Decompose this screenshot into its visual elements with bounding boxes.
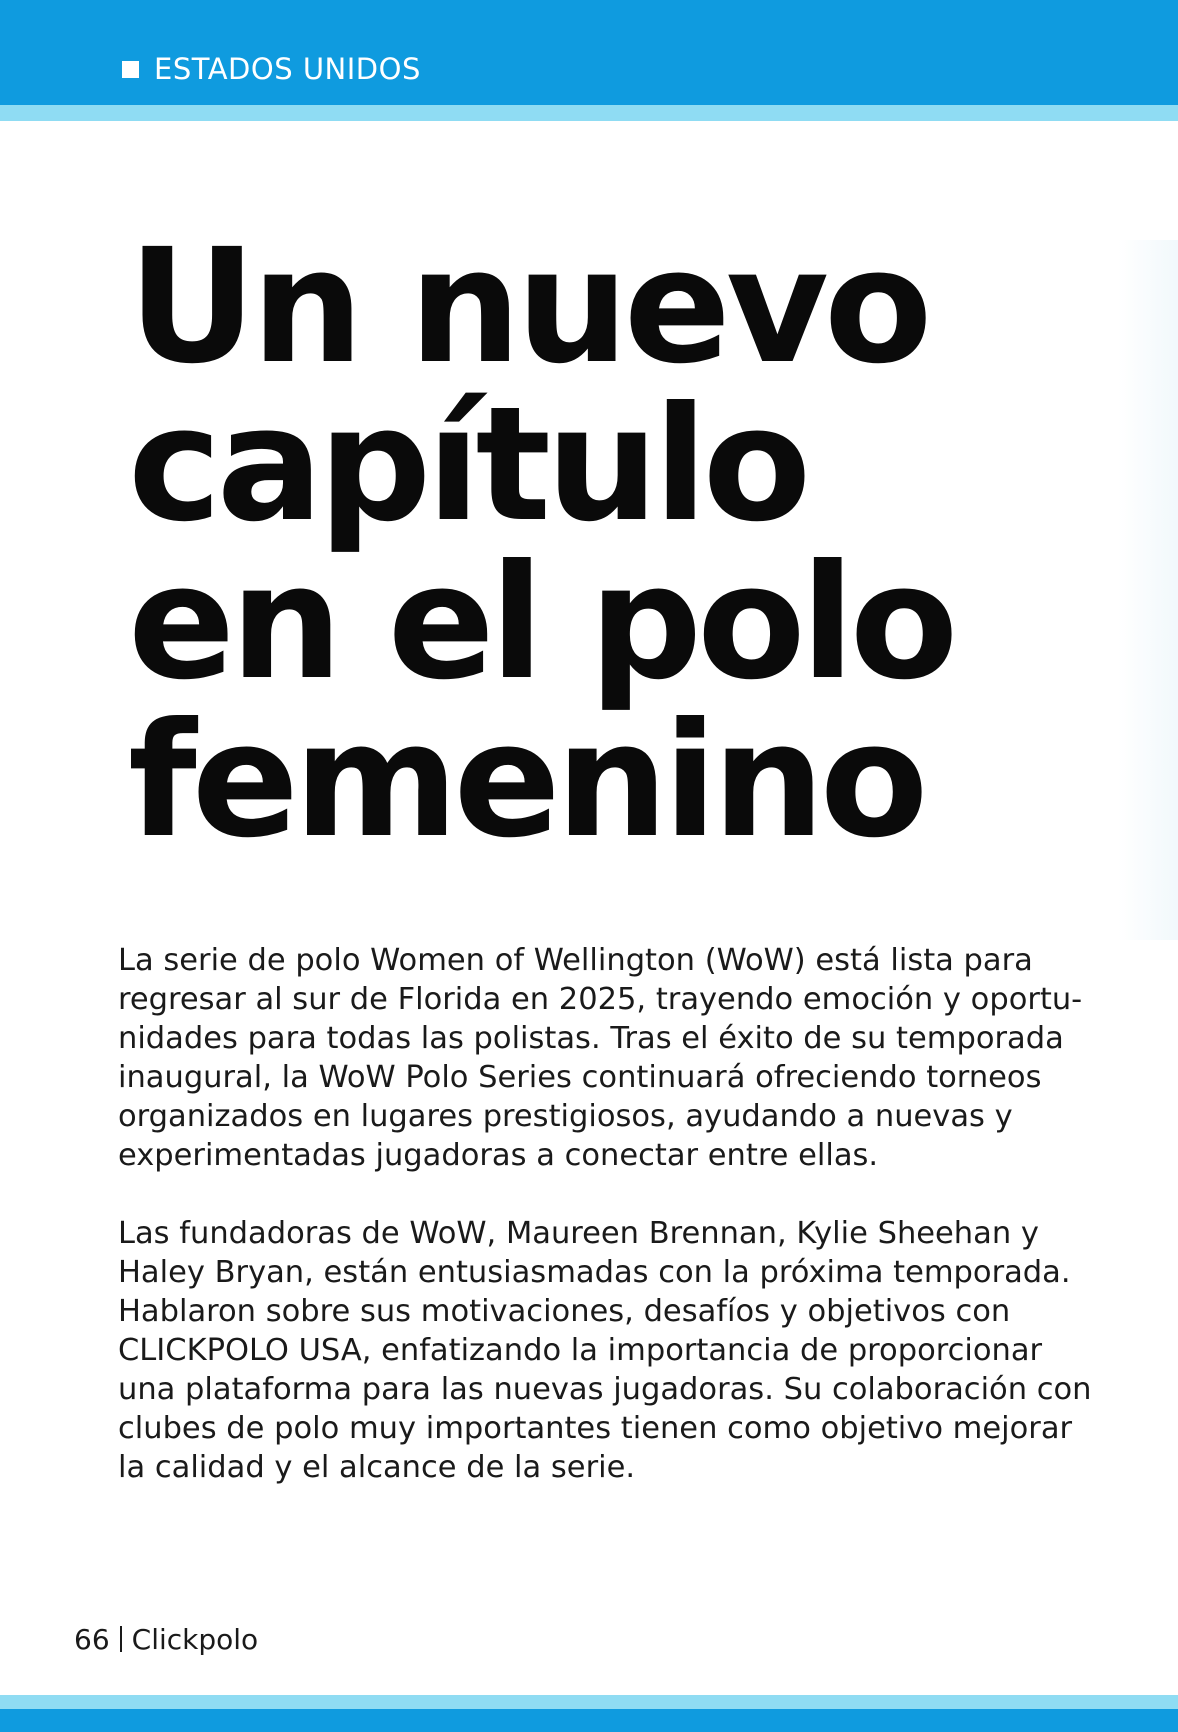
paragraph-line: organizados en lugares prestigiosos, ayudando a nuevas y — [118, 1099, 1013, 1134]
square-bullet-icon — [122, 61, 139, 78]
section-label — [122, 48, 421, 90]
paragraph-line: inaugural, la WoW Polo Series continuará ofreciendo torneos — [118, 1060, 1042, 1095]
article-paragraph — [118, 1214, 1092, 1487]
paragraph-line: una plataforma para las nuevas jugadoras. Su colaboración con — [118, 1372, 1092, 1407]
footer-stripe — [0, 1695, 1178, 1709]
paragraph-line: La serie de polo Women of Wellington (WoW) está lista para — [118, 943, 1033, 978]
paragraph-line: Haley Bryan, están entusiasmadas con la próxima temporada. — [118, 1255, 1071, 1290]
title-line: femenino — [128, 689, 924, 873]
paragraph-line: regresar al sur de Florida en 2025, trayendo emoción y oportu- — [118, 982, 1083, 1017]
paragraph-line: Hablaron sobre sus motivaciones, desafíos y objetivos con — [118, 1294, 1011, 1329]
footer-divider — [120, 1626, 122, 1652]
paragraph-line: nidades para todas las polistas. Tras el éxito de su temporada — [118, 1021, 1064, 1056]
paragraph-line: la calidad y el alcance de la serie. — [118, 1450, 636, 1485]
title-line: capítulo — [128, 373, 807, 557]
article-body — [118, 941, 1092, 1526]
section-name: ESTADOS UNIDOS — [154, 52, 421, 86]
footer-bar — [0, 1709, 1178, 1732]
page-footer — [74, 1623, 258, 1656]
title-line: en el polo — [128, 531, 954, 715]
publication-name: Clickpolo — [131, 1623, 259, 1656]
article-title — [128, 215, 1128, 873]
paragraph-line: CLICKPOLO USA, enfatizando la importancia de proporcionar — [118, 1333, 1043, 1368]
paragraph-line: Las fundadoras de WoW, Maureen Brennan, Kylie Sheehan y — [118, 1216, 1039, 1251]
header-stripe — [0, 105, 1178, 121]
paragraph-line: clubes de polo muy importantes tienen como objetivo mejorar — [118, 1411, 1073, 1446]
article-paragraph — [118, 941, 1083, 1175]
paragraph-line: experimentadas jugadoras a conectar entre ellas. — [118, 1138, 879, 1173]
title-line: Un nuevo — [128, 215, 928, 399]
page-number: 66 — [74, 1623, 110, 1656]
